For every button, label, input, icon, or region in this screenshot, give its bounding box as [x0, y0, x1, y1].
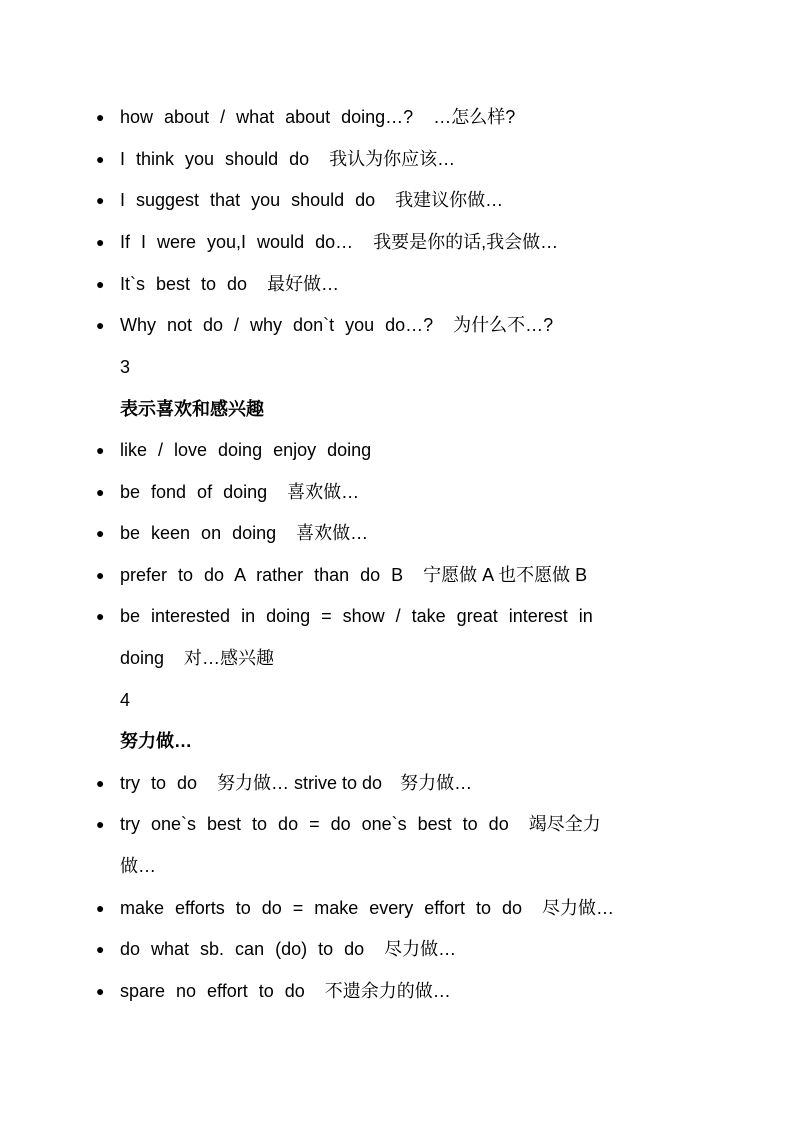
- bullet-icon: ●: [96, 151, 105, 167]
- phrase-en: be fond of doing: [120, 482, 268, 502]
- bullet-icon: ●: [96, 109, 105, 125]
- section-heading: 努力做…: [120, 731, 192, 751]
- phrase-en: like / love doing enjoy doing: [120, 440, 372, 460]
- list-item: [0, 809, 794, 839]
- list-item: [0, 269, 794, 299]
- phrase-en: prefer to do A rather than do B: [120, 565, 404, 585]
- phrase-en: how about / what about doing…?: [120, 107, 414, 127]
- phrase-cn: 我建议你做…: [395, 190, 504, 210]
- bullet-icon: ●: [96, 317, 105, 333]
- list-item: [0, 934, 794, 964]
- bullet-icon: ●: [96, 900, 105, 916]
- section-heading: 表示喜欢和感兴趣: [120, 399, 264, 419]
- phrase-cn: 我要是你的话,我会做…: [373, 232, 559, 252]
- phrase-cn: 努力做… strive to do 努力做…: [217, 773, 473, 793]
- list-item: [0, 976, 794, 1006]
- list-item: [0, 518, 794, 548]
- phrase-cn: 对…感兴趣: [184, 648, 275, 668]
- section-number: 3: [120, 357, 131, 377]
- phrase-en: It`s best to do: [120, 274, 248, 294]
- bullet-icon: ●: [96, 234, 105, 250]
- list-item: [0, 435, 794, 465]
- list-item: [0, 185, 794, 215]
- phrase-cn: 喜欢做…: [296, 523, 369, 543]
- bullet-icon: ●: [96, 192, 105, 208]
- bullet-icon: ●: [96, 525, 105, 541]
- phrase-en: 做…: [120, 856, 156, 876]
- phrase-cn: 为什么不…?: [453, 315, 554, 335]
- phrase-cn: …怎么样?: [433, 107, 516, 127]
- bullet-icon: ●: [96, 816, 105, 832]
- list-item: [0, 893, 794, 923]
- phrase-en: be keen on doing: [120, 523, 277, 543]
- list-item: [0, 477, 794, 507]
- list-item: [0, 102, 794, 132]
- list-item: [0, 560, 794, 590]
- phrase-cn: 尽力做…: [384, 939, 457, 959]
- list-item-continuation: [0, 643, 794, 673]
- phrase-en: be interested in doing = show / take great interest in: [120, 606, 593, 626]
- phrase-en: make efforts to do = make every effort to do: [120, 898, 523, 918]
- phrase-en: doing: [120, 648, 165, 668]
- bullet-icon: ●: [96, 983, 105, 999]
- bullet-icon: ●: [96, 484, 105, 500]
- bullet-icon: ●: [96, 941, 105, 957]
- bullet-icon: ●: [96, 276, 105, 292]
- list-item-continuation: [0, 851, 794, 881]
- phrase-cn: 尽力做…: [542, 898, 615, 918]
- phrase-cn: 我认为你应该…: [329, 149, 456, 169]
- phrase-en: try to do: [120, 773, 198, 793]
- phrase-en: do what sb. can (do) to do: [120, 939, 365, 959]
- bullet-icon: ●: [96, 608, 105, 624]
- list-item: [0, 227, 794, 257]
- bullet-icon: ●: [96, 442, 105, 458]
- phrase-en: I think you should do: [120, 149, 310, 169]
- phrase-cn: 喜欢做…: [287, 482, 360, 502]
- list-item: [0, 601, 794, 631]
- section-number: 4: [120, 690, 131, 710]
- list-item: [0, 144, 794, 174]
- phrase-en: I suggest that you should do: [120, 190, 376, 210]
- phrase-cn: 竭尽全力: [528, 814, 601, 834]
- phrase-en: If I were you,I would do…: [120, 232, 354, 252]
- phrase-cn: 不遗余力的做…: [324, 981, 451, 1001]
- list-item: [0, 768, 794, 798]
- bullet-icon: ●: [96, 567, 105, 583]
- bullet-icon: ●: [96, 775, 105, 791]
- list-item: [0, 310, 794, 340]
- phrase-cn: 宁愿做 A 也不愿做 B: [423, 565, 588, 585]
- phrase-en: try one`s best to do = do one`s best to do: [120, 814, 509, 834]
- phrase-cn: 最好做…: [267, 274, 340, 294]
- phrase-en: spare no effort to do: [120, 981, 305, 1001]
- phrase-en: Why not do / why don`t you do…?: [120, 315, 434, 335]
